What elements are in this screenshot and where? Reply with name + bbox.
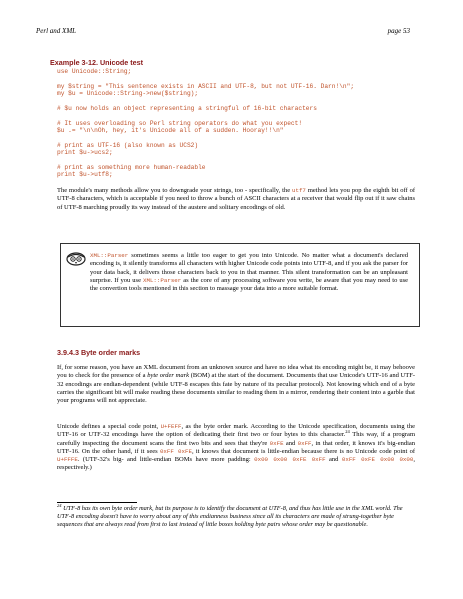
code-line xyxy=(57,157,417,164)
text: This way, if a program carefully inspecting the document scans the first two bits and sees that they're xyxy=(57,431,415,447)
note-box xyxy=(60,243,420,327)
section-title: 3.9.4.3 Byte order marks xyxy=(57,348,141,357)
inline-code: 0x00 0x00 0xFE 0xFF xyxy=(254,456,326,464)
running-header-title: Perl and XML xyxy=(36,27,77,35)
text: and xyxy=(325,456,342,464)
text: , in that order, it knows it's big-endian UTF-16. On the other hand, if it sees xyxy=(57,439,416,455)
code-line: print $u->ucs2; xyxy=(57,149,113,157)
code-line: print $u->utf8; xyxy=(57,171,113,179)
code-line: # print as UTF-16 (also known as UCS2) xyxy=(57,141,199,149)
text: . (UTF-32's big- and little-endian BOMs have more padding: xyxy=(77,456,255,464)
text: , respectively.) xyxy=(57,456,415,472)
page-number: page 53 xyxy=(387,27,410,35)
note-text xyxy=(90,252,408,293)
code-block xyxy=(57,68,417,179)
inline-code-utf7: utf7 xyxy=(292,187,306,194)
code-line xyxy=(57,98,417,105)
inline-code: 0xFF 0xFE xyxy=(159,447,192,455)
text: as the core of any processing software you write, be aware that you may need to use the convertion tools mentioned in this section to massage your data into a more suitable format. xyxy=(90,276,408,293)
footnote-number: 24 xyxy=(57,502,62,508)
code-line: # print as something more human-readable xyxy=(57,164,206,172)
code-line: my $string = "This sentence exists in ASCII and UTF-8, but not UTF-16. Darn!\n"; xyxy=(57,82,355,90)
owl-icon xyxy=(66,250,86,266)
text: The module's many methods allow you to downgrade your strings, too - specifically, the xyxy=(57,187,292,194)
text: Unicode defines a special code point, xyxy=(57,423,161,430)
code-line: use Unicode::String; xyxy=(57,68,132,75)
code-line: my $u = Unicode::String->new($string); xyxy=(57,90,199,98)
footnote-ref[interactable]: 24 xyxy=(345,429,350,435)
inline-code-xml-parser: XML::Parser xyxy=(142,276,182,284)
inline-code: U+FEFF xyxy=(160,423,182,430)
inline-code: U+FFFE xyxy=(57,456,78,464)
footnote-text: UTF-8 has its own byte order mark, but its purpose is to identify the document at UTF-8, and thus has little use in the XML world. The UTF-8 encoding doesn't have to worry about any of this endianness business since all its characters are made of strung-together byte sequences that are always read from first to last instead of little boxes holding byte pairs whose order may be questionable. xyxy=(57,505,403,529)
text: sometimes seems a little too eager to get you into Unicode. No matter what a document's declared encoding is, it silently transforms all characters with higher Unicode code points into UTF-8, and if you ask the parser for your data back, it delivers those characters back to you in that manner. This silent transformation can be an unpleasant surprise. If you use xyxy=(90,252,408,284)
code-line xyxy=(57,112,417,119)
paragraph-bom-intro xyxy=(57,364,415,405)
inline-code: 0xFE xyxy=(269,439,284,447)
code-line: # $u now holds an object representing a stringful of 16-bit characters xyxy=(57,104,317,112)
term-byte-order-mark: byte order mark xyxy=(147,372,189,380)
inline-code: 0xFF 0xFE 0x00 0x00 xyxy=(341,456,414,464)
inline-code: 0xFF xyxy=(297,439,312,447)
text: , it knows that document is little-endian because there is no Unicode code point of xyxy=(191,447,416,455)
paragraph-utf7 xyxy=(57,187,415,212)
footnote xyxy=(57,502,415,530)
example-title: Example 3-12. Unicode test xyxy=(50,58,144,67)
footnote-divider xyxy=(57,502,137,503)
code-line xyxy=(57,135,417,142)
text: method lets you pop the eighth bit off of UTF-8 characters, which is acceptable if you need to throw a bunch of ASCII characters at a receiver that would flip out if it saw chains of UTF-8 marching proudly its way instead of the austere and solitary encodings of old. xyxy=(57,187,416,211)
code-line: $u .= "\n\nOh, hey, it's Unicode all of a sudden. Hooray!!\n" xyxy=(57,127,284,135)
text: If, for some reason, you have an XML document from an unknown source and have no idea what its encoding might be, it may behoove you to check for the presence of a xyxy=(57,364,415,380)
text: (BOM) at the start of the document. Documents that use Unicode's UTF-16 and UTF-32 encodings are endian-dependent (while UTF-8 escapes this fate by nature of its peculiar protocol). Not knowing which end of a byte carries the significant bit will make reading these documents similar to reading them in a mirror, rendering their content into a garble that your programs will not appreciate. xyxy=(57,372,416,405)
text: and xyxy=(283,439,298,447)
text: , as the byte order mark. According to the Unicode specification, documents using the UTF-16 or UTF-32 encodings have the option of dedicating their first two or four bytes to this character. xyxy=(57,423,415,439)
paragraph-bom-detail xyxy=(57,423,415,473)
inline-code-xml-parser: XML::Parser xyxy=(90,252,129,259)
code-line: # It uses overloading so Perl string operators do what you expect! xyxy=(57,119,303,127)
code-line xyxy=(57,75,417,82)
